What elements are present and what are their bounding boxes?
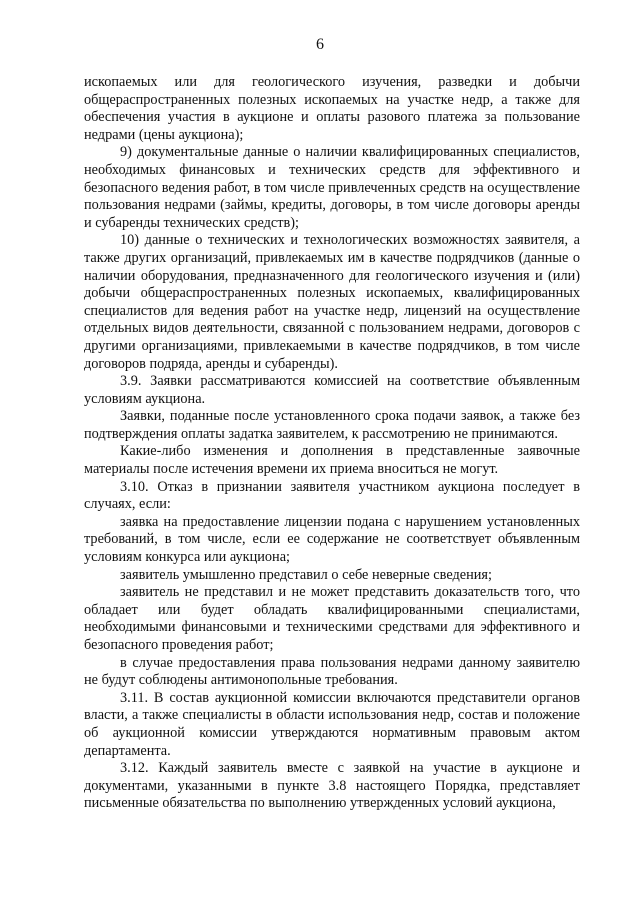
paragraph-3-10: 3.10. Отказ в признании заявителя участником аукциона последует в случаях, если: bbox=[84, 478, 580, 513]
paragraph-refusal-reason-1: заявка на предоставление лицензии подана с нарушением установленных требований, в том числе, если ее содержание не соответствует объявленным условиям конкурса или аукциона; bbox=[84, 513, 580, 566]
paragraph-item-10: 10) данные о технических и технологических возможностях заявителя, а также других организаций, привлекаемых им в качестве подрядчиков (данные о наличии оборудования, предназначенного для геологического изучения и (или) добычи общераспространенных полезных ископаемых, квалифицированных специалистов для ведения работ на участке недр, лицензий на осуществление отдельных видов деятельности, связанной с пользованием недрами, договоров с другими организациями, привлекаемыми в качестве подрядчиков, в том числе договоров подряда, аренды и субаренды). bbox=[84, 232, 580, 372]
paragraph-late-applications: Заявки, поданные после установленного срока подачи заявок, а также без подтверждения оплаты задатка заявителем, к рассмотрению не принимаются. bbox=[84, 408, 580, 442]
paragraph-continuation: ископаемых или для геологического изучения, разведки и добычи общераспространенных полезных ископаемых на участке недр, а также для обеспечения участия в аукционе и оплаты разового платежа за пользование недрами (цены аукциона); bbox=[84, 74, 580, 143]
paragraph-3-11: 3.11. В состав аукционной комиссии включаются представители органов власти, а также специалисты в области использования недр, состав и положение об аукционной комиссии утверждаются нормативным правовым актом департамента. bbox=[84, 689, 580, 759]
body-text bbox=[84, 74, 580, 813]
paragraph-3-9: 3.9. Заявки рассматриваются комиссией на соответствие объявленным условиям аукциона. bbox=[84, 373, 580, 407]
paragraph-refusal-reason-2: заявитель умышленно представил о себе неверные сведения; bbox=[120, 566, 492, 583]
paragraph-refusal-reason-3: заявитель не представил и не может представить доказательств того, что обладает или будет обладать квалифицированными специалистами, необходимыми финансовыми и техническими средствами для эффективного и безопасного проведения работ; bbox=[84, 584, 580, 653]
paragraph-no-changes: Какие-либо изменения и дополнения в представленные заявочные материалы после истечения времени их приема вноситься не могут. bbox=[84, 443, 580, 478]
page-number: 6 bbox=[316, 36, 324, 53]
paragraph-refusal-reason-4: в случае предоставления права пользования недрами данному заявителю не будут соблюдены антимонопольные требования. bbox=[84, 654, 580, 689]
paragraph-3-12: 3.12. Каждый заявитель вместе с заявкой на участие в аукционе и документами, указанными в пункте 3.8 настоящего Порядка, представляет письменные обязательства по выполнению утвержденных условий аукциона, bbox=[84, 760, 580, 812]
paragraph-item-9: 9) документальные данные о наличии квалифицированных специалистов, необходимых финансовых и технических средств для эффективного и безопасного ведения работ, в том числе привлеченных средств на осуществление пользования недрами (займы, кредиты, договоры, в том числе договоры аренды и субаренды технических средств); bbox=[84, 144, 580, 231]
